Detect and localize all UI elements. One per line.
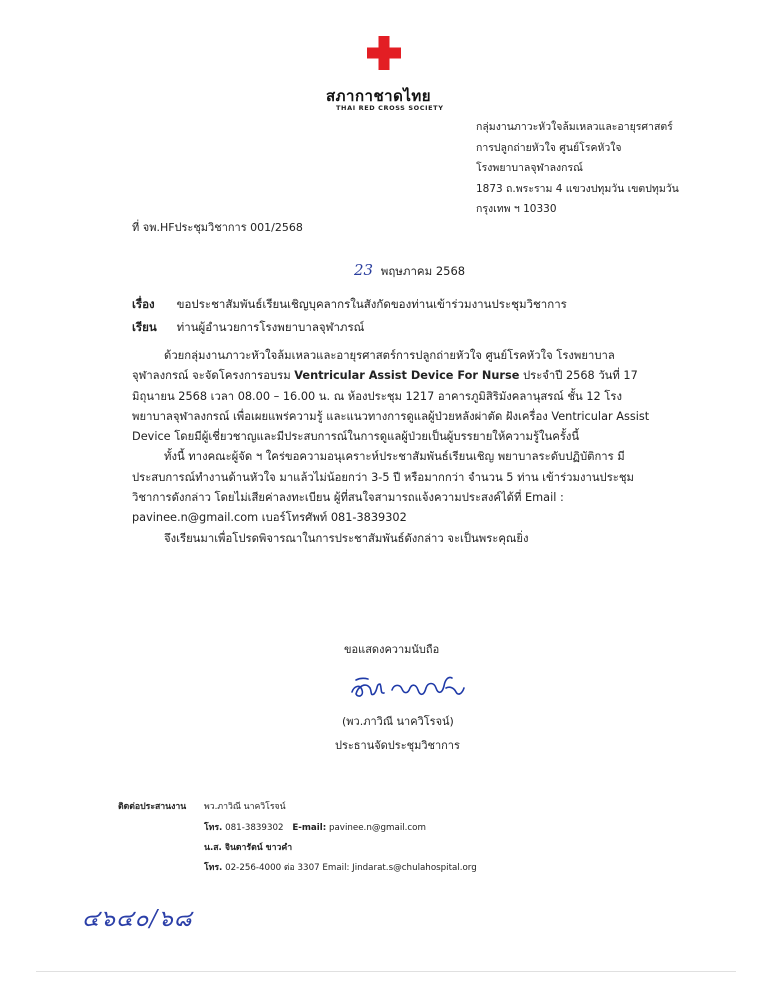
address-line: โรงพยาบาลจุฬาลงกรณ์ <box>476 162 583 174</box>
address-line: กลุ่มงานภาวะหัวใจล้มเหลวและอายุรศาสตร์ <box>476 121 673 133</box>
subject-label: เรื่อง <box>132 297 155 311</box>
org-name-english: THAI RED CROSS SOCIETY <box>336 104 444 112</box>
contact-person-1: พว.ภาวิณี นาควิโรจน์ <box>204 802 286 812</box>
course-name: Ventricular Assist Device For Nurse <box>294 369 520 383</box>
handwritten-signature <box>346 666 476 706</box>
signer-title: ประธานจัดประชุมวิชาการ <box>335 739 460 752</box>
recipient-line <box>132 319 364 337</box>
sender-address <box>476 117 679 220</box>
org-name-thai: สภากาชาดไทย <box>326 87 432 105</box>
address-line: 1873 ถ.พระราม 4 แขวงปทุมวัน เขตปทุมวัน <box>476 182 679 195</box>
signer-name: (พว.ภาวิณี นาควิโรจน์) <box>342 715 454 728</box>
contact-phone-1 <box>204 820 426 834</box>
phone-label: โทร. <box>204 823 223 833</box>
subject-line <box>132 296 567 314</box>
date-month-year: พฤษภาคม 2568 <box>380 264 466 278</box>
email-label: E-mail: <box>292 823 327 833</box>
letter-date <box>354 261 465 281</box>
closing-phrase: ขอแสดงความนับถือ <box>344 643 440 656</box>
contact-person-2: น.ส. จินดารัตน์ ขาวคำ <box>204 843 293 853</box>
body-paragraph-3: จึงเรียนมาเพื่อโปรดพิจารณาในการประชาสัมพันธ์ดังกล่าว จะเป็นพระคุณยิ่ง <box>164 531 529 545</box>
email-address: pavinee.n@gmail.com <box>328 823 426 833</box>
red-cross-icon <box>367 36 401 70</box>
address-line: กรุงเทพ ฯ 10330 <box>476 203 557 215</box>
phone-number: 02-256-4000 ต่อ 3307 Email: Jindarat.s@chulahospital.org <box>225 863 477 873</box>
body-text: ด้วยกลุ่มงานภาวะหัวใจล้มเหลวและอายุรศาสตร์การปลูกถ่ายหัวใจ ศูนย์โรคหัวใจ โรงพยาบาลจุฬาลงกรณ์ จะจัดโครงการอบรม <box>132 349 615 383</box>
address-line: การปลูกถ่ายหัวใจ ศูนย์โรคหัวใจ <box>476 141 622 154</box>
body-text: ประจำปี 2568 วันที่ 17 มิถุนายน 2568 เวลา 08.00 – 16.00 น. ณ ห้องประชุม 1217 อาคารภูมิสิริมังคลานุสรณ์ ชั้น 12 โรงพยาบาลจุฬาลงกรณ์ เพื่อเผยแพร่ความรู้ และแนวทางการดูแลผู้ป่วยหลังผ่าตัด ฝังเครื่อง Ventricular Assist Device โดยมีผู้เชี่ยวชาญและมีประสบการณ์ในการดูแลผู้ป่วยเป็นผู้บรรยายให้ความรู้ในครั้งนี้ <box>132 369 650 444</box>
handwritten-registration-number: ๔๖๔๐/๖๘ <box>82 906 193 932</box>
letter-body <box>132 346 662 549</box>
handwritten-day: 23 <box>354 261 374 279</box>
recipient-label: เรียน <box>132 320 157 334</box>
body-paragraph-1 <box>132 346 662 447</box>
phone-number: 081-3839302 <box>225 823 284 833</box>
subject-text: ขอประชาสัมพันธ์เรียนเชิญบุคลากรในสังกัดของท่านเข้าร่วมงานประชุมวิชาการ <box>176 297 567 311</box>
reference-number: ที่ จพ.HFประชุมวิชาการ 001/2568 <box>132 221 303 234</box>
page-divider <box>36 971 736 972</box>
contact-phone-2 <box>204 860 477 874</box>
phone-label: โทร. <box>204 863 223 873</box>
body-paragraph-2: ทั้งนี้ ทางคณะผู้จัด ฯ ใคร่ขอความอนุเคราะห์ประชาสัมพันธ์เรียนเชิญ พยาบาลระดับปฏิบัติการ มีประสบการณ์ทำงานด้านหัวใจ มาแล้วไม่น้อยกว่า 3-5 ปี หรือมากกว่า จำนวน 5 ท่าน เข้าร่วมงานประชุมวิชาการดังกล่าว โดยไม่เสียค่าลงทะเบียน ผู้ที่สนใจสามารถแจ้งความประสงค์ได้ที่ Email : pavinee.n@gmail.com เบอร์โทรศัพท์ 081-3839302 <box>132 450 634 525</box>
contact-label: ติดต่อประสานงาน <box>118 802 187 812</box>
recipient-text: ท่านผู้อำนวยการโรงพยาบาลจุฬาภรณ์ <box>176 320 365 334</box>
